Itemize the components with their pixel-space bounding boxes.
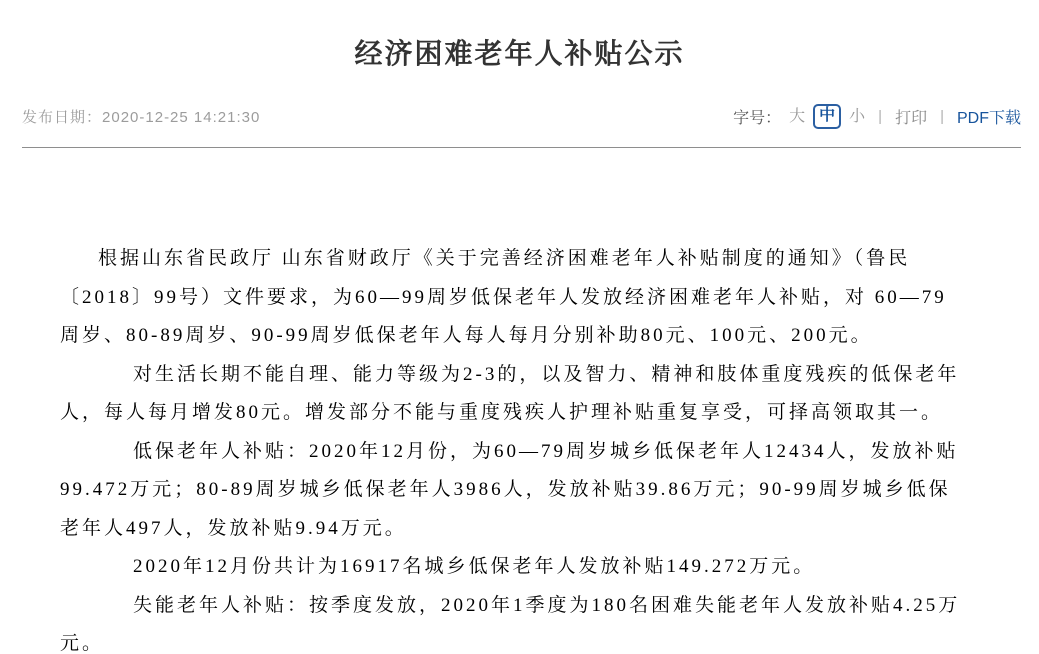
page-title: 经济困难老年人补贴公示: [354, 38, 685, 69]
print-button[interactable]: 打印: [895, 110, 928, 127]
meta-bar: [22, 104, 1021, 148]
font-size-small-button[interactable]: 小: [849, 107, 866, 125]
article-body: [60, 240, 967, 654]
font-size-label: 字号：: [733, 110, 782, 127]
publish-date-label: 发布日期：: [22, 109, 103, 126]
paragraph: 失能老年人补贴：按季度发放，2020年1季度为180名困难失能老年人发放补贴4.25万元。: [60, 594, 961, 654]
font-size-large-button[interactable]: 大: [789, 107, 806, 125]
font-size-medium-button[interactable]: 中: [813, 104, 841, 129]
separator: |: [878, 108, 883, 125]
toolbar: [733, 104, 1021, 129]
pdf-download-button[interactable]: PDF下载: [956, 110, 1021, 127]
publish-date: [22, 106, 260, 127]
separator: |: [940, 108, 944, 125]
paragraph: 根据山东省民政厅 山东省财政厅《关于完善经济困难老年人补贴制度的通知》（鲁民〔2018〕99号）文件要求，为60—99周岁低保老年人发放经济困难老年人补贴，对 60—79周岁、80-89周岁、90-99周岁低保老年人每人每月分别补助80元、100元、200元。: [60, 248, 947, 346]
paragraph: 低保老年人补贴：2020年12月份，为60—79周岁城乡低保老年人12434人，发放补贴99.472万元；80-89周岁城乡低保老年人3986人，发放补贴39.86万元；90-99周岁城乡低保老年人497人，发放补贴9.94万元。: [60, 440, 959, 539]
paragraph: 对生活长期不能自理、能力等级为2-3的，以及智力、精神和肢体重度残疾的低保老年人，每人每月增发80元。增发部分不能与重度残疾人护理补贴重复享受，可择高领取其一。: [60, 363, 960, 423]
paragraph: 2020年12月份共计为16917名城乡低保老年人发放补贴149.272万元。: [133, 556, 816, 577]
publish-date-value: 2020-12-25 14:21:30: [102, 109, 261, 126]
